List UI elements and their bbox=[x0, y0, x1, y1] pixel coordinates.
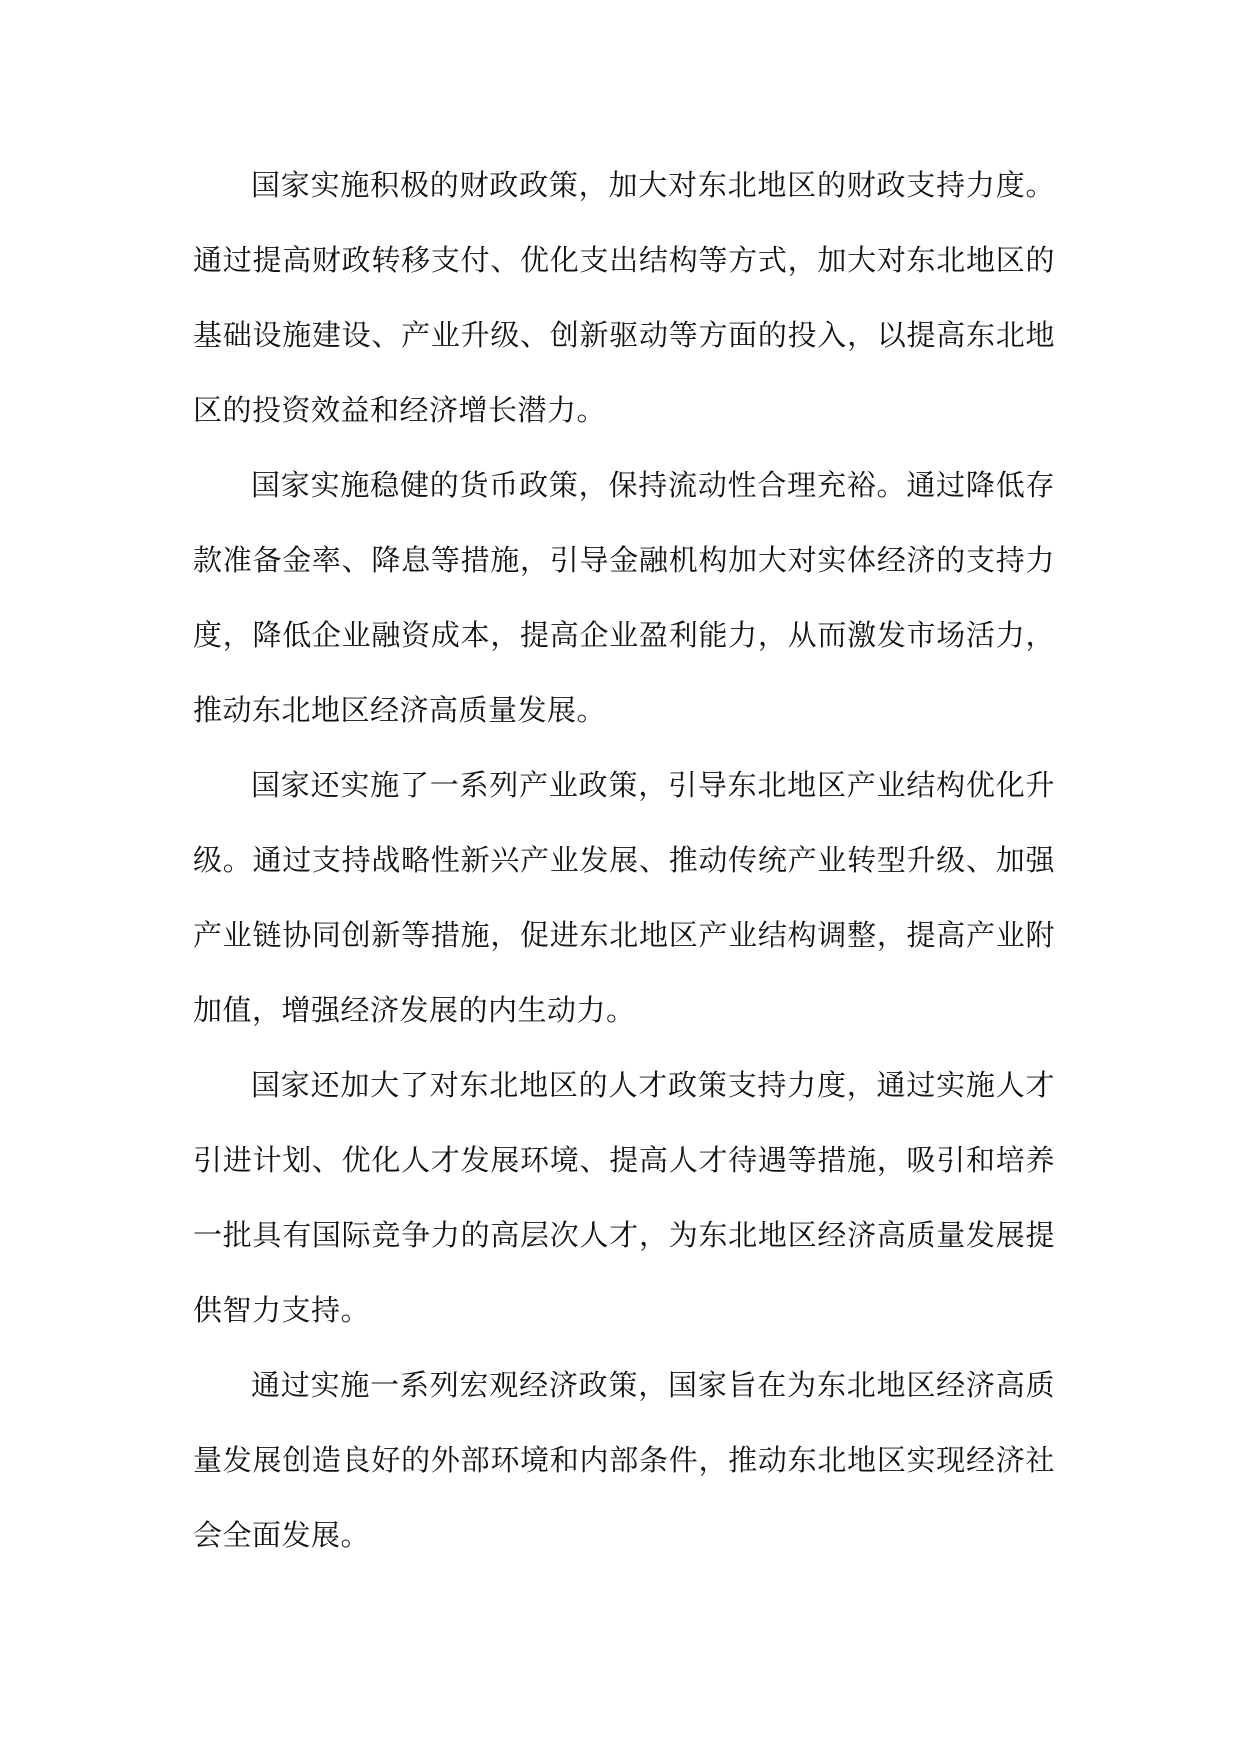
document-body bbox=[193, 148, 1055, 1573]
paragraph-conclusion: 通过实施一系列宏观经济政策，国家旨在为东北地区经济高质量发展创造良好的外部环境和内部条件，推动东北地区实现经济社会全面发展。 bbox=[193, 1368, 1055, 1552]
paragraph-monetary-policy: 国家实施稳健的货币政策，保持流动性合理充裕。通过降低存款准备金率、降息等措施，引导金融机构加大对实体经济的支持力度，降低企业融资成本，提高企业盈利能力，从而激发市场活力，推动东北地区经济高质量发展。 bbox=[193, 468, 1055, 727]
paragraph-fiscal-policy: 国家实施积极的财政政策，加大对东北地区的财政支持力度。通过提高财政转移支付、优化支出结构等方式，加大对东北地区的基础设施建设、产业升级、创新驱动等方面的投入，以提高东北地区的投资效益和经济增长潜力。 bbox=[193, 168, 1055, 427]
paragraph-industrial-policy: 国家还实施了一系列产业政策，引导东北地区产业结构优化升级。通过支持战略性新兴产业发展、推动传统产业转型升级、加强产业链协同创新等措施，促进东北地区产业结构调整，提高产业附加值，增强经济发展的内生动力。 bbox=[193, 768, 1055, 1027]
paragraph-talent-policy: 国家还加大了对东北地区的人才政策支持力度，通过实施人才引进计划、优化人才发展环境、提高人才待遇等措施，吸引和培养一批具有国际竞争力的高层次人才，为东北地区经济高质量发展提供智力支持。 bbox=[193, 1068, 1055, 1327]
